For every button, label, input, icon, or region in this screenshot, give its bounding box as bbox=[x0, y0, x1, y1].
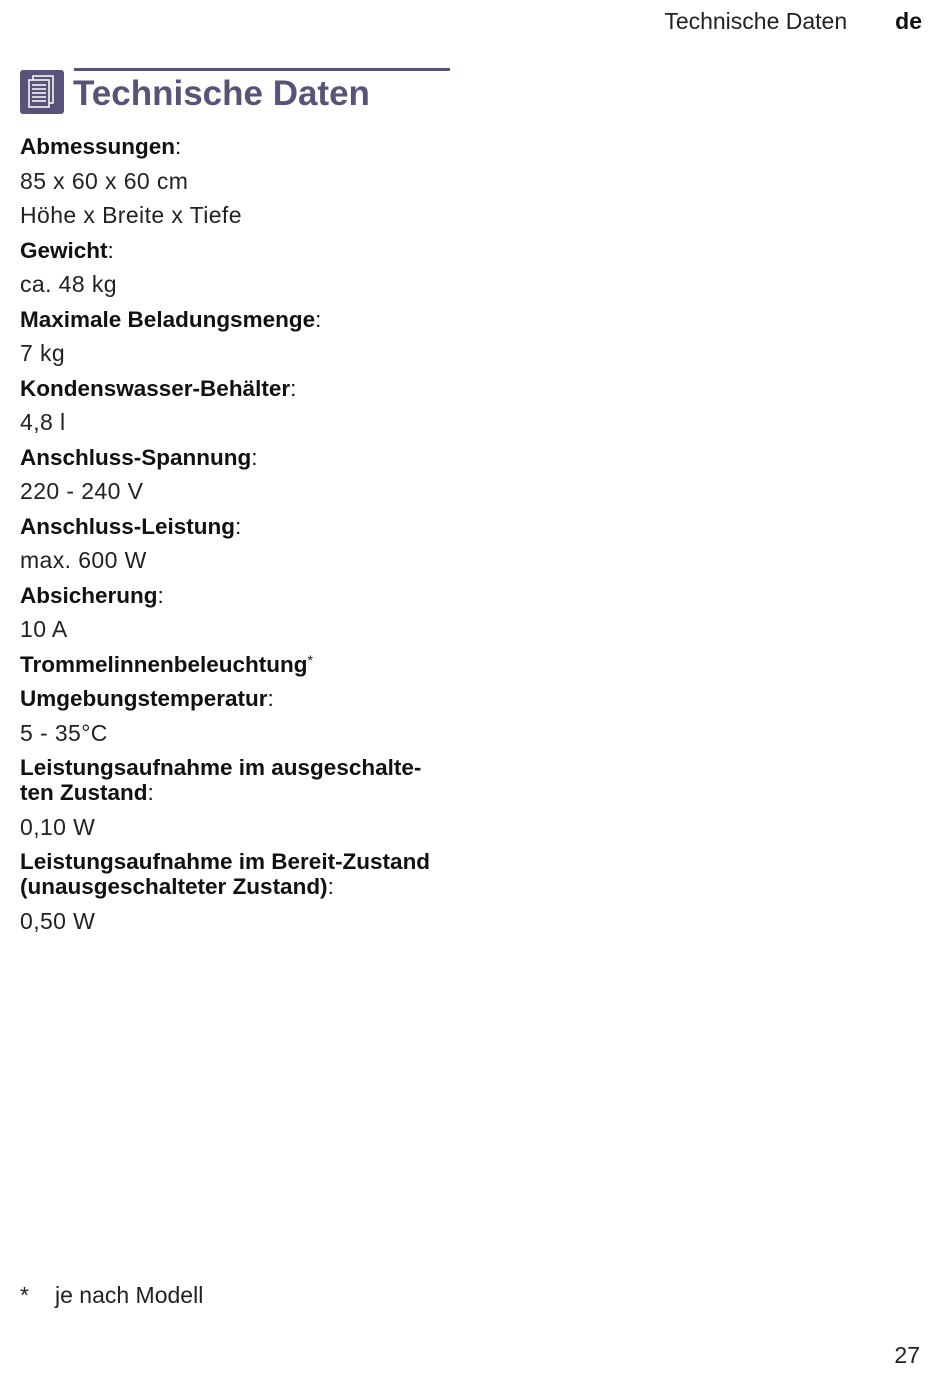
spec-label bbox=[20, 129, 460, 164]
spec-label-colon: : bbox=[107, 237, 114, 263]
spec-label-text: Gewicht bbox=[20, 237, 108, 263]
spec-label bbox=[20, 371, 460, 406]
spec-value: 7 kg bbox=[20, 340, 66, 366]
spec-label-colon: : bbox=[251, 444, 258, 470]
spec-label bbox=[20, 750, 460, 810]
spec-value: 5 - 35°C bbox=[20, 719, 108, 746]
section-title-block bbox=[20, 68, 450, 118]
document-icon bbox=[20, 70, 64, 114]
spec-label-colon: : bbox=[315, 306, 322, 332]
spec-label bbox=[20, 647, 460, 682]
spec-value: 0,50 W bbox=[20, 907, 96, 934]
spec-label-colon: : bbox=[147, 780, 154, 805]
spec-value: max. 600 W bbox=[20, 547, 147, 573]
spec-label-colon: : bbox=[327, 874, 334, 899]
header-language: de bbox=[895, 7, 922, 34]
spec-label-text: Kondenswasser-Behälter bbox=[20, 375, 291, 401]
spec-label-colon: : bbox=[290, 375, 297, 401]
spec-label-text: Anschluss-Spannung bbox=[20, 444, 252, 470]
spec-label bbox=[20, 844, 460, 904]
spec-label-text: ten Zustand bbox=[20, 780, 148, 805]
footnote-marker: * bbox=[20, 1282, 29, 1308]
page-title: Technische Daten bbox=[73, 74, 370, 113]
spec-value: 10 A bbox=[20, 616, 68, 642]
spec-label bbox=[20, 440, 460, 475]
header-section-name: Technische Daten bbox=[664, 7, 848, 34]
spec-label bbox=[20, 578, 460, 613]
spec-label-text: Maximale Beladungsmenge bbox=[20, 306, 316, 332]
spec-list bbox=[20, 129, 460, 938]
spec-footnote-marker: * bbox=[307, 651, 313, 668]
spec-label-colon: : bbox=[157, 582, 164, 608]
spec-value: Höhe x Breite x Tiefe bbox=[20, 202, 242, 228]
title-rule bbox=[74, 68, 450, 71]
spec-label-colon: : bbox=[267, 686, 274, 711]
footnote-text: je nach Modell bbox=[55, 1282, 204, 1308]
spec-label-text: Absicherung bbox=[20, 582, 158, 608]
spec-label bbox=[20, 233, 460, 268]
spec-label-text: (unausgeschalteter Zustand) bbox=[20, 874, 328, 899]
spec-value: 220 - 240 V bbox=[20, 478, 144, 504]
spec-label-text: Umgebungstemperatur bbox=[20, 686, 268, 711]
spec-value: 4,8 l bbox=[20, 409, 66, 435]
spec-value: 0,10 W bbox=[20, 813, 96, 840]
spec-label-colon: : bbox=[235, 513, 242, 539]
spec-label-text: Abmessungen bbox=[20, 134, 176, 159]
spec-label bbox=[20, 681, 460, 716]
spec-label-colon: : bbox=[175, 134, 182, 159]
footnote bbox=[20, 1281, 203, 1309]
spec-value: ca. 48 kg bbox=[20, 271, 117, 297]
spec-label bbox=[20, 302, 460, 337]
page-number: 27 bbox=[894, 1342, 920, 1368]
spec-label bbox=[20, 509, 460, 544]
spec-label-text: Leistungsaufnahme im ausgeschalte- bbox=[20, 755, 422, 780]
spec-label-text: Leistungsaufnahme im Bereit-Zustand bbox=[20, 849, 431, 874]
spec-label-text: Anschluss-Leistung bbox=[20, 513, 236, 539]
spec-label-text: Trommelinnenbeleuchtung bbox=[20, 651, 308, 677]
running-header bbox=[664, 6, 922, 36]
spec-value: 85 x 60 x 60 cm bbox=[20, 167, 189, 194]
